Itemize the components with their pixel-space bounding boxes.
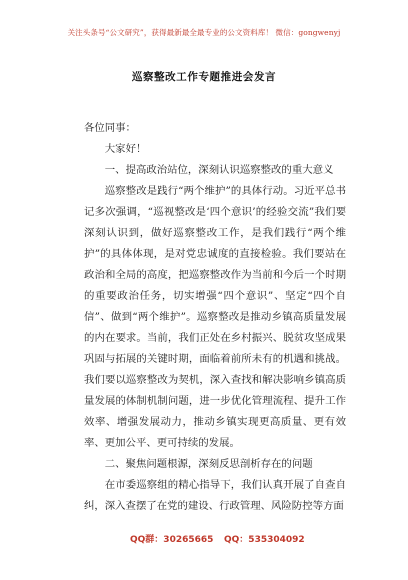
footer-qq-group: QQ群：30265665 (130, 535, 214, 545)
footer-qq-number: QQ：535304092 (224, 535, 305, 545)
document-title: 巡察整改工作专题推进会发言 (131, 71, 277, 83)
section-heading-1: 一、提高政治站位，深刻认识巡察整改的重大意义 (104, 164, 334, 176)
paragraph-1: 巡察整改是践行“两个维护”的具体行动。习近平总书记多次强调，“巡视整改是‘四个意识’的经验交流”我们要深刻认识到，做好巡察整改工作，是我们践行“两个维护”的具体体现，是对党忠诚度的直接检验。我们要站在政治和全局的高度，把巡察整改作为当前和今后一个时期的重要政治任务，切实增强“四个意识”、坚定“四个自信”、做到“两个维护”。巡察整改是推动乡镇高质量发展的内在要求。当前，我们正处在乡村振兴、脱贫攻坚成果巩固与拓展的关键时期，面临着前所未有的机遇和挑战。我们要以巡察整改为契机，深入查找和解决影响乡镇高质量发展的体制机制问题，进一步优化管理流程、提升工作效率、增强发展动力，推动乡镇实现更高质量、更有效率、更加公平、更可持续的发展。 (84, 185, 346, 449)
paragraph-2: 在市委巡察组的精心指导下，我们认真开展了自查自纠，深入查摆了在党的建设、行政管理、风险防控等方面 (84, 479, 346, 512)
footer-contacts (0, 532, 408, 546)
document-body (84, 118, 346, 517)
greeting: 大家好！ (104, 143, 147, 155)
header-notice: 关注头条号“公文研究”，获得最新最全最专业的公文资料库！ 微信：gongwenyj (67, 28, 341, 37)
section-heading-2: 二、聚焦问题根源，深刻反思剖析存在的问题 (104, 458, 313, 470)
salutation: 各位同事： (84, 122, 136, 134)
